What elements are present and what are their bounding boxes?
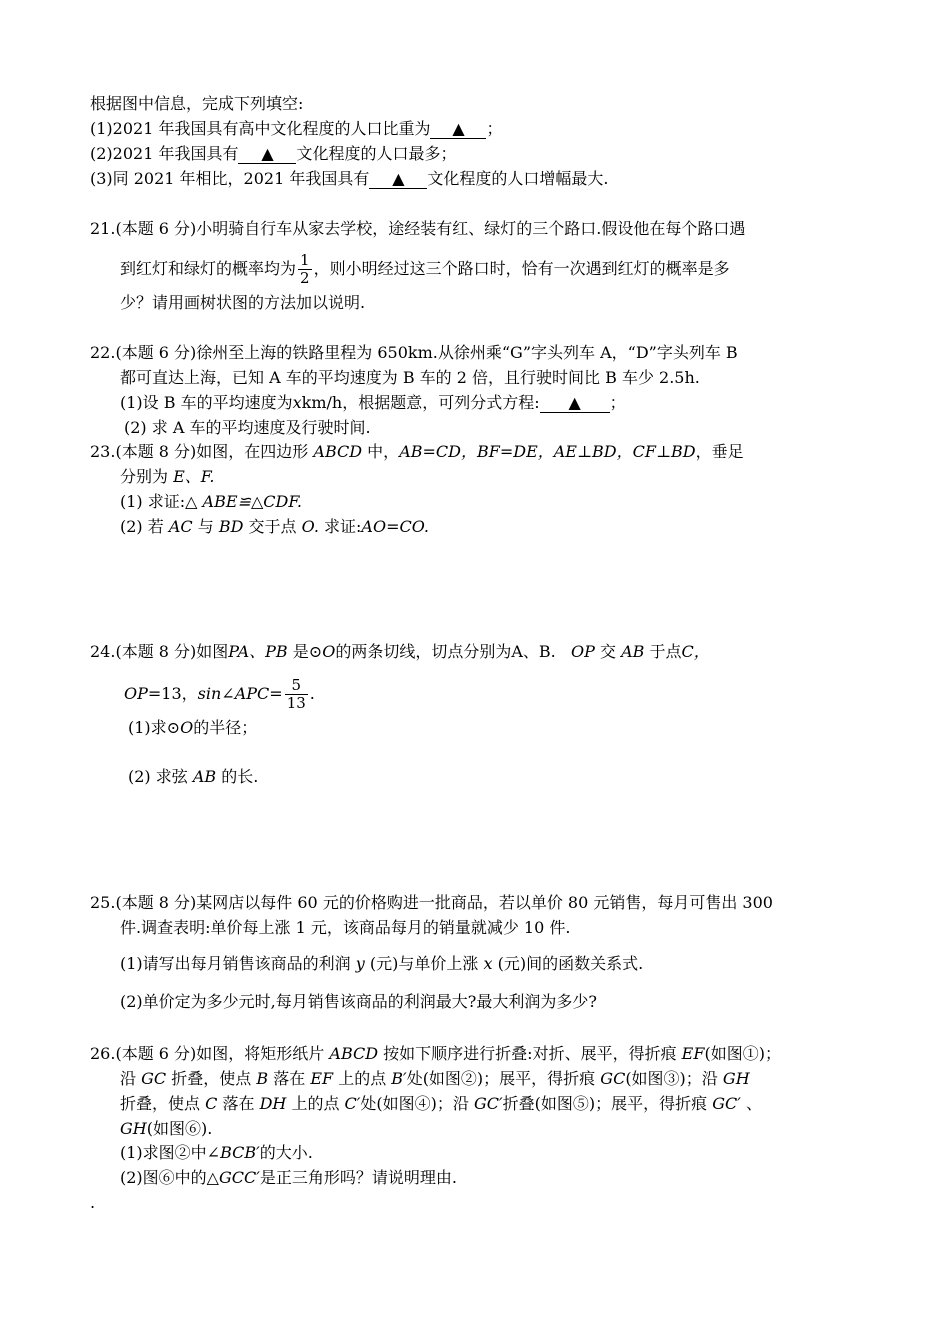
triangle-gcc-prime: GCC′	[218, 1168, 260, 1187]
seg-op-2: OP	[124, 684, 148, 703]
q26-line4	[120, 1118, 212, 1140]
q26-line6	[120, 1167, 457, 1189]
answer-blank[interactable]: ▲	[369, 170, 427, 189]
q24-text3: (1)求	[128, 718, 167, 737]
fraction-five-thirteenths	[285, 677, 308, 712]
q26-text5: (1)求图②中	[120, 1143, 207, 1162]
q26-text6: (2)图⑥中的△	[120, 1168, 219, 1187]
q22-line2	[120, 367, 700, 389]
intro-line	[90, 93, 303, 115]
q26-text3-m3: 处(如图④)；沿	[360, 1094, 469, 1113]
q23-text2: 分别为	[120, 467, 169, 486]
q22-line3	[120, 392, 626, 414]
seg-ef: EF	[310, 1069, 334, 1088]
crease-gc: GC	[600, 1069, 626, 1088]
answer-blank[interactable]: ▲	[430, 120, 486, 139]
q20-sub1	[90, 118, 503, 140]
fraction-numerator: 1	[300, 251, 310, 269]
q23-text1: 23.(本题 8 分)如图，在四边形	[90, 442, 309, 461]
q23-line1	[90, 441, 744, 463]
q24-line4	[128, 766, 258, 788]
q26-line3	[120, 1093, 762, 1115]
q23-text4-mid1: 与	[197, 517, 214, 536]
q26-text3: 折叠，使点	[120, 1094, 201, 1113]
q22-text3: (1)设 B 车的平均速度为	[120, 393, 293, 412]
q24-text4-end: 的长.	[221, 767, 259, 786]
fraction-numerator: 5	[285, 677, 308, 695]
q25-line3	[120, 953, 643, 975]
q24-text1-mid3: 交	[600, 642, 617, 661]
q23-line2	[120, 466, 215, 488]
q21-text3: 少？请用画树状图的方法加以说明.	[120, 293, 366, 312]
q24-line3	[128, 717, 257, 739]
q23-text1-mid: 中，	[367, 442, 400, 461]
var-x: x	[292, 393, 302, 412]
q26-text1: 26.(本题 6 分)如图，将矩形纸片	[90, 1044, 325, 1063]
q23-text1-end: ，垂足	[695, 442, 744, 461]
point-c: C，	[681, 642, 710, 661]
q24-line2	[124, 677, 315, 712]
q22-text3-mid: km/h，根据题意，可列分式方程:	[301, 393, 540, 412]
q26-text3-m2: 上的点	[291, 1094, 340, 1113]
q22-text3-end: ；	[609, 393, 626, 412]
congruence-statement: ABE≌△CDF.	[202, 492, 303, 511]
angle-bcb-prime: ∠BCB′	[206, 1143, 260, 1162]
q23-line3	[120, 491, 302, 513]
q20-sub3	[90, 168, 608, 190]
q22-line4	[124, 417, 371, 439]
q26-text1-mid: 按如下顺序进行折叠:对折、展平，得折痕	[383, 1044, 677, 1063]
q20-sub1-end: ；	[486, 119, 503, 138]
q26-text6-end: 是正三角形吗？请说明理由.	[259, 1168, 457, 1187]
q23-text4-mid2: 交于点	[248, 517, 297, 536]
q25-text1: 25.(本题 8 分)某网店以每件 60 元的价格购进一批商品，若以单价 80 元销售，每月可售出 300	[90, 893, 773, 912]
seg-ac: AC	[168, 517, 193, 536]
q21-line1	[90, 218, 745, 240]
q25-text2: 件.调查表明:单价每上涨 1 元，该商品每月的销量就减少 10 件.	[120, 918, 571, 937]
q25-text4: (2)单价定为多少元时,每月销售该商品的利润最大?最大利润为多少?	[120, 992, 597, 1011]
fraction-denominator: 2	[300, 269, 310, 287]
q24-text3-end: 的半径；	[193, 718, 258, 737]
q26-text3-end: 、	[746, 1094, 763, 1113]
q23-text3: (1) 求证:△	[120, 492, 198, 511]
q24-text4: (2) 求弦	[128, 767, 188, 786]
q22-text4: (2) 求 A 车的平均速度及行驶时间.	[124, 418, 371, 437]
points-ab: A、B.	[511, 642, 556, 661]
q22-text1: 22.(本题 6 分)徐州至上海的铁路里程为 650km.从徐州乘“G”字头列车 A，“D”字头列车 B	[90, 343, 738, 362]
q20-sub1-text: (1)2021 年我国具有高中文化程度的人口比重为	[90, 119, 431, 138]
q26-text2-m1: 折叠，使点	[171, 1069, 252, 1088]
q21-text2: 到红灯和绿灯的概率均为	[120, 259, 297, 278]
q26-text5-end: 的大小.	[259, 1143, 313, 1162]
seg-gc: GC	[141, 1069, 167, 1088]
var-y: y	[355, 954, 365, 973]
q24-op-value: =13，	[147, 684, 198, 703]
q24-text1-mid2: 的两条切线，切点分别为	[335, 642, 512, 661]
q26-line2	[120, 1068, 750, 1090]
q20-sub2-text: (2)2021 年我国具有	[90, 144, 239, 163]
seg-op: OP	[571, 642, 595, 661]
q26-text1-end: (如图①)；	[704, 1044, 781, 1063]
point-b-prime: B′	[391, 1069, 407, 1088]
seg-dh: DH	[259, 1094, 287, 1113]
q23-conditions: AB=CD，BF=DE，AE⊥BD，CF⊥BD	[399, 442, 696, 461]
seg-bd: BD	[218, 517, 244, 536]
q26-text3-m1: 落在	[222, 1094, 255, 1113]
crease-gc-prime: GC′	[712, 1094, 741, 1113]
q22-text2: 都可直达上海，已知 A 车的平均速度为 B 车的 2 倍，且行驶时间比 B 车少 2.5h.	[120, 368, 700, 387]
seg-ab: AB	[621, 642, 645, 661]
q21-line2	[120, 252, 730, 287]
q26-text2-m3: 上的点	[338, 1069, 387, 1088]
q26-text2-m5: (如图③)；沿	[625, 1069, 718, 1088]
q20-sub3-end: 文化程度的人口增幅最大.	[427, 169, 609, 188]
crease-ef: EF	[681, 1044, 705, 1063]
q21-text2-end: ，则小明经过这三个路口时，恰有一次遇到红灯的概率是多	[313, 259, 730, 278]
q21-text1: 21.(本题 6 分)小明骑自行车从家去学校，途经装有红、绿灯的三个路口.假设他在每个路口遇	[90, 219, 746, 238]
sin-expression: sin∠APC=	[197, 684, 283, 703]
q22-line1	[90, 342, 738, 364]
q25-line1	[90, 892, 773, 914]
q20-sub2	[90, 143, 457, 165]
q26-text4-end: (如图⑥).	[146, 1119, 213, 1138]
circle-o: ⊙O	[308, 642, 336, 661]
q24-text1-mid4: 于点	[649, 642, 682, 661]
q20-sub3-text: (3)同 2021 年相比，2021 年我国具有	[90, 169, 370, 188]
chord-ab: AB	[192, 767, 217, 786]
equality-ao-co: AO=CO.	[361, 517, 430, 536]
q26-text3-m4: 折叠(如图⑤)；展平，得折痕	[502, 1094, 708, 1113]
quad-abcd: ABCD	[313, 442, 363, 461]
q26-line5	[120, 1142, 313, 1164]
point-o: O.	[301, 517, 319, 536]
answer-blank[interactable]: ▲	[238, 145, 296, 164]
point-b: B	[256, 1069, 269, 1088]
q25-line4	[120, 991, 597, 1013]
trailing-dot: .	[90, 1193, 96, 1212]
q23-text4: (2) 若	[120, 517, 164, 536]
point-c: C	[205, 1094, 218, 1113]
intro-text: 根据图中信息，完成下列填空:	[90, 94, 304, 113]
q20-sub2-end: 文化程度的人口最多；	[296, 144, 457, 163]
q25-text3-end: (元)间的函数关系式.	[497, 954, 644, 973]
q24-line2-end: .	[309, 684, 315, 703]
circle-o-2: ⊙O	[166, 718, 194, 737]
q26-text2-m2: 落在	[273, 1069, 306, 1088]
q24-line1	[90, 641, 710, 663]
fraction-one-half	[298, 252, 312, 287]
seg-gc-prime: GC′	[474, 1094, 503, 1113]
points-ef: E、F.	[173, 467, 215, 486]
q25-text3: (1)请写出每月销售该商品的利润	[120, 954, 351, 973]
crease-gh: GH	[120, 1119, 147, 1138]
q24-text1-mid1: 是	[292, 642, 309, 661]
q23-line4	[120, 516, 429, 538]
q23-text4-mid3: 求证:	[324, 517, 362, 536]
point-c-prime: C′	[344, 1094, 361, 1113]
tangents-pa-pb: PA、PB	[228, 642, 288, 661]
rect-abcd: ABCD	[329, 1044, 379, 1063]
answer-blank[interactable]: ▲	[540, 394, 610, 413]
var-x: x	[483, 954, 493, 973]
q25-text3-mid: (元)与单价上涨	[369, 954, 479, 973]
q25-line2	[120, 917, 570, 939]
seg-gh: GH	[722, 1069, 750, 1088]
fraction-denominator: 13	[286, 694, 306, 712]
q26-text2-m4: 处(如图②)；展平，得折痕	[406, 1069, 596, 1088]
q26-line1	[90, 1043, 781, 1065]
q24-text1: 24.(本题 8 分)如图	[90, 642, 229, 661]
q26-text2: 沿	[120, 1069, 137, 1088]
q21-line3	[120, 292, 365, 314]
